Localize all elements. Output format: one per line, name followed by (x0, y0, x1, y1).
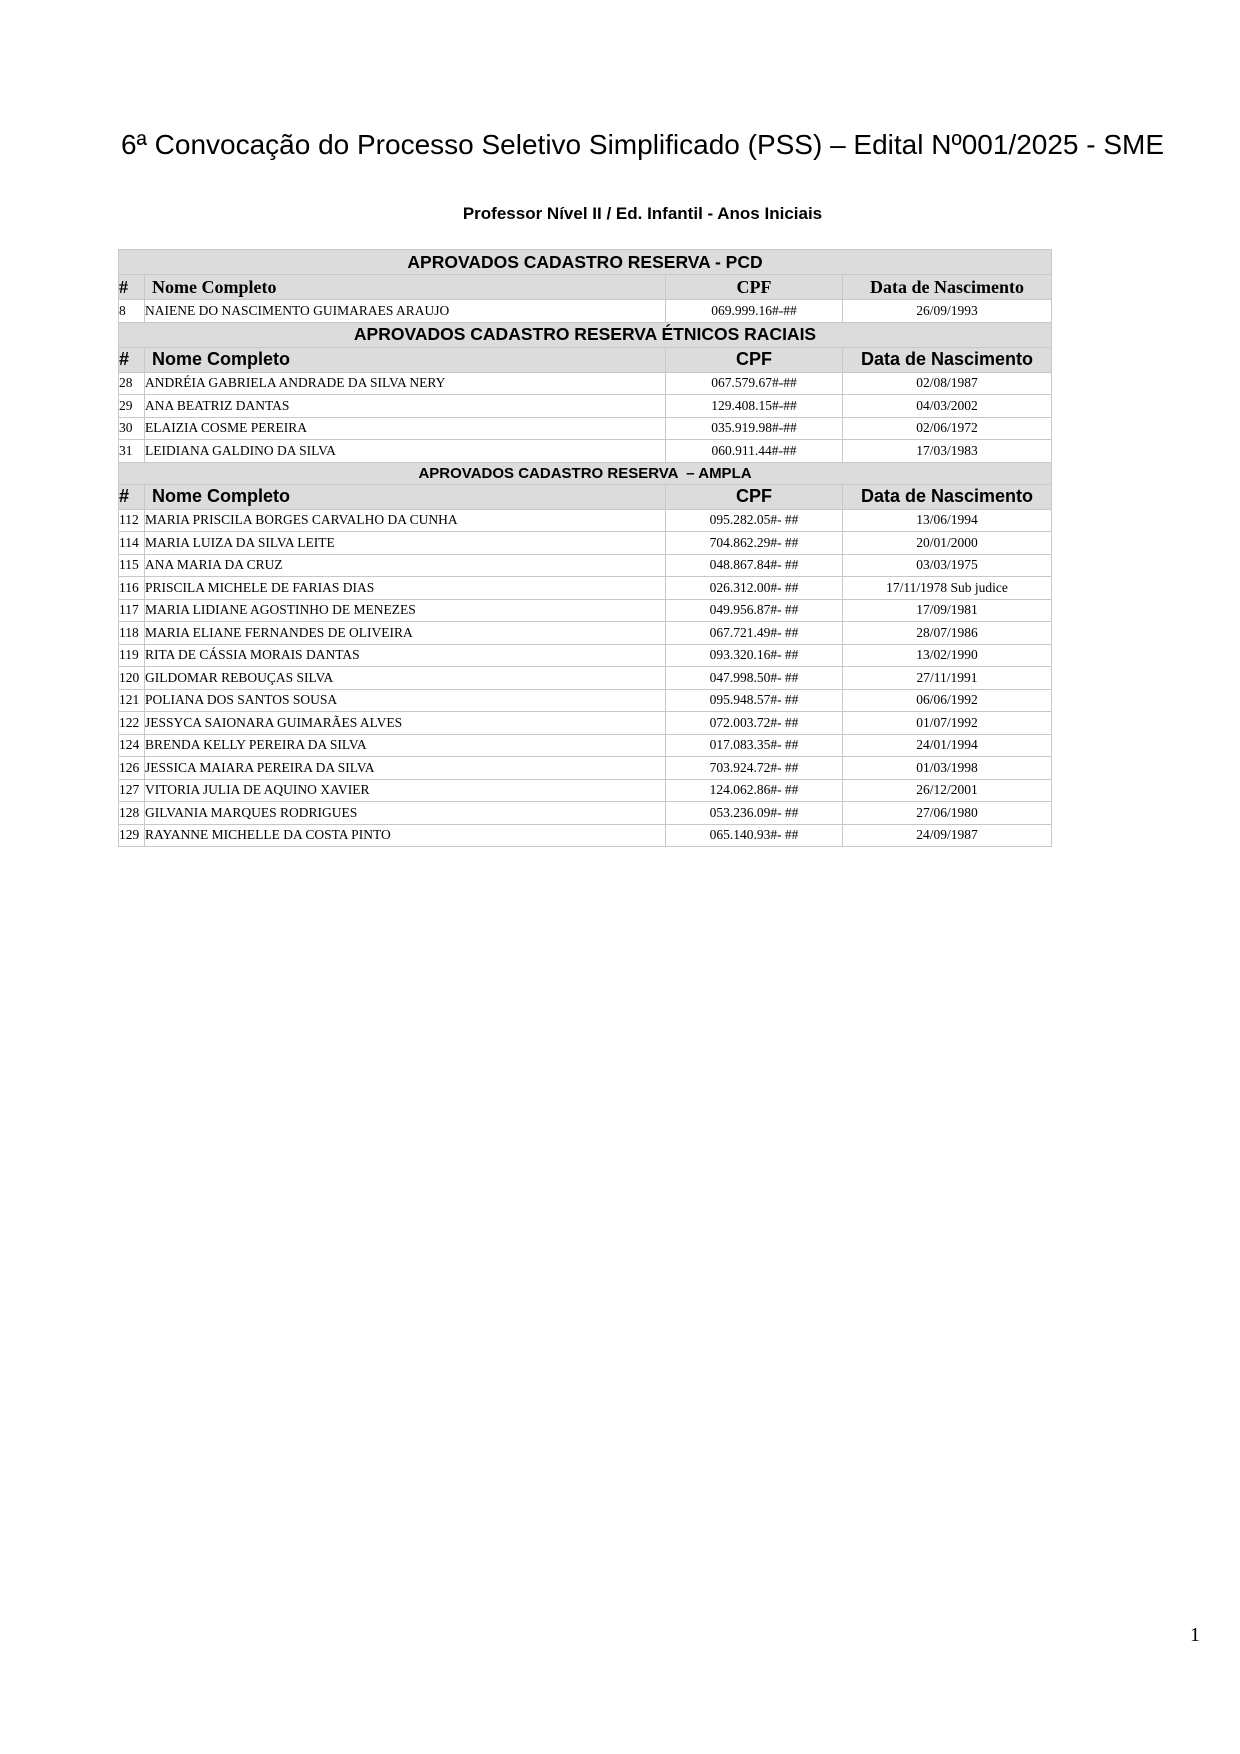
row-num: 30 (119, 417, 145, 440)
row-birth: 27/11/1991 (843, 667, 1052, 690)
section-title: APROVADOS CADASTRO RESERVA ÉTNICOS RACIAIS (119, 322, 1052, 347)
row-birth: 17/09/1981 (843, 599, 1052, 622)
row-name: BRENDA KELLY PEREIRA DA SILVA (145, 734, 666, 757)
row-name: MARIA ELIANE FERNANDES DE OLIVEIRA (145, 622, 666, 645)
row-cpf: 067.579.67#-## (666, 372, 843, 395)
row-cpf: 035.919.98#-## (666, 417, 843, 440)
row-cpf: 072.003.72#- ## (666, 712, 843, 735)
table-row (119, 372, 1052, 395)
row-cpf: 049.956.87#- ## (666, 599, 843, 622)
row-num: 126 (119, 757, 145, 780)
row-cpf: 065.140.93#- ## (666, 824, 843, 847)
row-name: JESSICA MAIARA PEREIRA DA SILVA (145, 757, 666, 780)
table-row (119, 599, 1052, 622)
row-birth: 26/09/1993 (843, 300, 1052, 323)
row-name: VITORIA JULIA DE AQUINO XAVIER (145, 779, 666, 802)
row-name: ANA BEATRIZ DANTAS (145, 395, 666, 418)
row-name: MARIA LIDIANE AGOSTINHO DE MENEZES (145, 599, 666, 622)
row-birth: 28/07/1986 (843, 622, 1052, 645)
row-cpf: 060.911.44#-## (666, 440, 843, 463)
column-header-name: Nome Completo (145, 484, 666, 509)
table-row (119, 622, 1052, 645)
column-header-birth: Data de Nascimento (843, 275, 1052, 300)
column-header-cpf: CPF (666, 347, 843, 372)
column-header-num: # (119, 484, 145, 509)
row-num: 31 (119, 440, 145, 463)
row-name: ELAIZIA COSME PEREIRA (145, 417, 666, 440)
row-num: 118 (119, 622, 145, 645)
row-num: 116 (119, 577, 145, 600)
table-row (119, 802, 1052, 825)
row-name: MARIA LUIZA DA SILVA LEITE (145, 532, 666, 555)
column-header-row (119, 484, 1052, 509)
row-cpf: 017.083.35#- ## (666, 734, 843, 757)
section-header-etnicos-raciais (119, 322, 1052, 347)
column-header-cpf: CPF (666, 484, 843, 509)
row-num: 8 (119, 300, 145, 323)
document-subtitle: Professor Nível II / Ed. Infantil - Anos Iniciais (462, 204, 823, 223)
table-row (119, 509, 1052, 532)
column-header-birth: Data de Nascimento (843, 484, 1052, 509)
row-num: 115 (119, 554, 145, 577)
row-birth: 03/03/1975 (843, 554, 1052, 577)
row-cpf: 095.948.57#- ## (666, 689, 843, 712)
row-cpf: 053.236.09#- ## (666, 802, 843, 825)
row-num: 129 (119, 824, 145, 847)
row-birth: 24/09/1987 (843, 824, 1052, 847)
row-num: 128 (119, 802, 145, 825)
row-birth: 26/12/2001 (843, 779, 1052, 802)
row-cpf: 026.312.00#- ## (666, 577, 843, 600)
results-table (118, 249, 1052, 847)
section-header-ampla (119, 462, 1052, 484)
row-cpf: 129.408.15#-## (666, 395, 843, 418)
section-title: APROVADOS CADASTRO RESERVA – AMPLA (119, 462, 1052, 484)
table-row (119, 734, 1052, 757)
row-num: 117 (119, 599, 145, 622)
row-cpf: 093.320.16#- ## (666, 644, 843, 667)
row-birth: 02/06/1972 (843, 417, 1052, 440)
row-num: 119 (119, 644, 145, 667)
row-name: RAYANNE MICHELLE DA COSTA PINTO (145, 824, 666, 847)
row-name: MARIA PRISCILA BORGES CARVALHO DA CUNHA (145, 509, 666, 532)
row-num: 28 (119, 372, 145, 395)
table-row (119, 757, 1052, 780)
row-birth: 01/03/1998 (843, 757, 1052, 780)
section-header-pcd (119, 250, 1052, 275)
row-num: 124 (119, 734, 145, 757)
row-birth: 06/06/1992 (843, 689, 1052, 712)
table-row (119, 417, 1052, 440)
row-birth: 17/03/1983 (843, 440, 1052, 463)
row-num: 114 (119, 532, 145, 555)
row-birth: 27/06/1980 (843, 802, 1052, 825)
row-cpf: 067.721.49#- ## (666, 622, 843, 645)
row-name: NAIENE DO NASCIMENTO GUIMARAES ARAUJO (145, 300, 666, 323)
row-name: ANDRÉIA GABRIELA ANDRADE DA SILVA NERY (145, 372, 666, 395)
results-table-body (119, 250, 1052, 847)
column-header-cpf: CPF (666, 275, 843, 300)
table-row (119, 577, 1052, 600)
row-num: 122 (119, 712, 145, 735)
row-name: LEIDIANA GALDINO DA SILVA (145, 440, 666, 463)
page-number: 1 (1190, 1624, 1200, 1646)
column-header-name: Nome Completo (145, 275, 666, 300)
table-row (119, 667, 1052, 690)
row-birth: 01/07/1992 (843, 712, 1052, 735)
table-row (119, 440, 1052, 463)
table-row (119, 644, 1052, 667)
row-cpf: 047.998.50#- ## (666, 667, 843, 690)
row-num: 29 (119, 395, 145, 418)
table-row (119, 300, 1052, 323)
table-row (119, 779, 1052, 802)
row-birth: 20/01/2000 (843, 532, 1052, 555)
row-name: GILVANIA MARQUES RODRIGUES (145, 802, 666, 825)
row-birth: 24/01/1994 (843, 734, 1052, 757)
row-name: RITA DE CÁSSIA MORAIS DANTAS (145, 644, 666, 667)
row-cpf: 703.924.72#- ## (666, 757, 843, 780)
row-cpf: 069.999.16#-## (666, 300, 843, 323)
row-num: 120 (119, 667, 145, 690)
row-birth: 04/03/2002 (843, 395, 1052, 418)
table-row (119, 395, 1052, 418)
column-header-birth: Data de Nascimento (843, 347, 1052, 372)
row-name: PRISCILA MICHELE DE FARIAS DIAS (145, 577, 666, 600)
document-title: 6ª Convocação do Processo Seletivo Simplificado (PSS) – Edital Nº001/2025 - SME (120, 129, 1165, 160)
table-row (119, 824, 1052, 847)
column-header-row (119, 275, 1052, 300)
row-birth: 13/02/1990 (843, 644, 1052, 667)
column-header-name: Nome Completo (145, 347, 666, 372)
section-title: APROVADOS CADASTRO RESERVA - PCD (119, 250, 1052, 275)
row-cpf: 095.282.05#- ## (666, 509, 843, 532)
row-name: POLIANA DOS SANTOS SOUSA (145, 689, 666, 712)
row-birth: 13/06/1994 (843, 509, 1052, 532)
row-num: 121 (119, 689, 145, 712)
row-cpf: 124.062.86#- ## (666, 779, 843, 802)
column-header-row (119, 347, 1052, 372)
row-birth: 17/11/1978 Sub judice (843, 577, 1052, 600)
row-birth: 02/08/1987 (843, 372, 1052, 395)
row-cpf: 704.862.29#- ## (666, 532, 843, 555)
column-header-num: # (119, 275, 145, 300)
row-name: GILDOMAR REBOUÇAS SILVA (145, 667, 666, 690)
table-row (119, 712, 1052, 735)
table-row (119, 689, 1052, 712)
table-row (119, 554, 1052, 577)
row-cpf: 048.867.84#- ## (666, 554, 843, 577)
column-header-num: # (119, 347, 145, 372)
row-num: 112 (119, 509, 145, 532)
row-name: JESSYCA SAIONARA GUIMARÃES ALVES (145, 712, 666, 735)
table-row (119, 532, 1052, 555)
row-name: ANA MARIA DA CRUZ (145, 554, 666, 577)
row-num: 127 (119, 779, 145, 802)
